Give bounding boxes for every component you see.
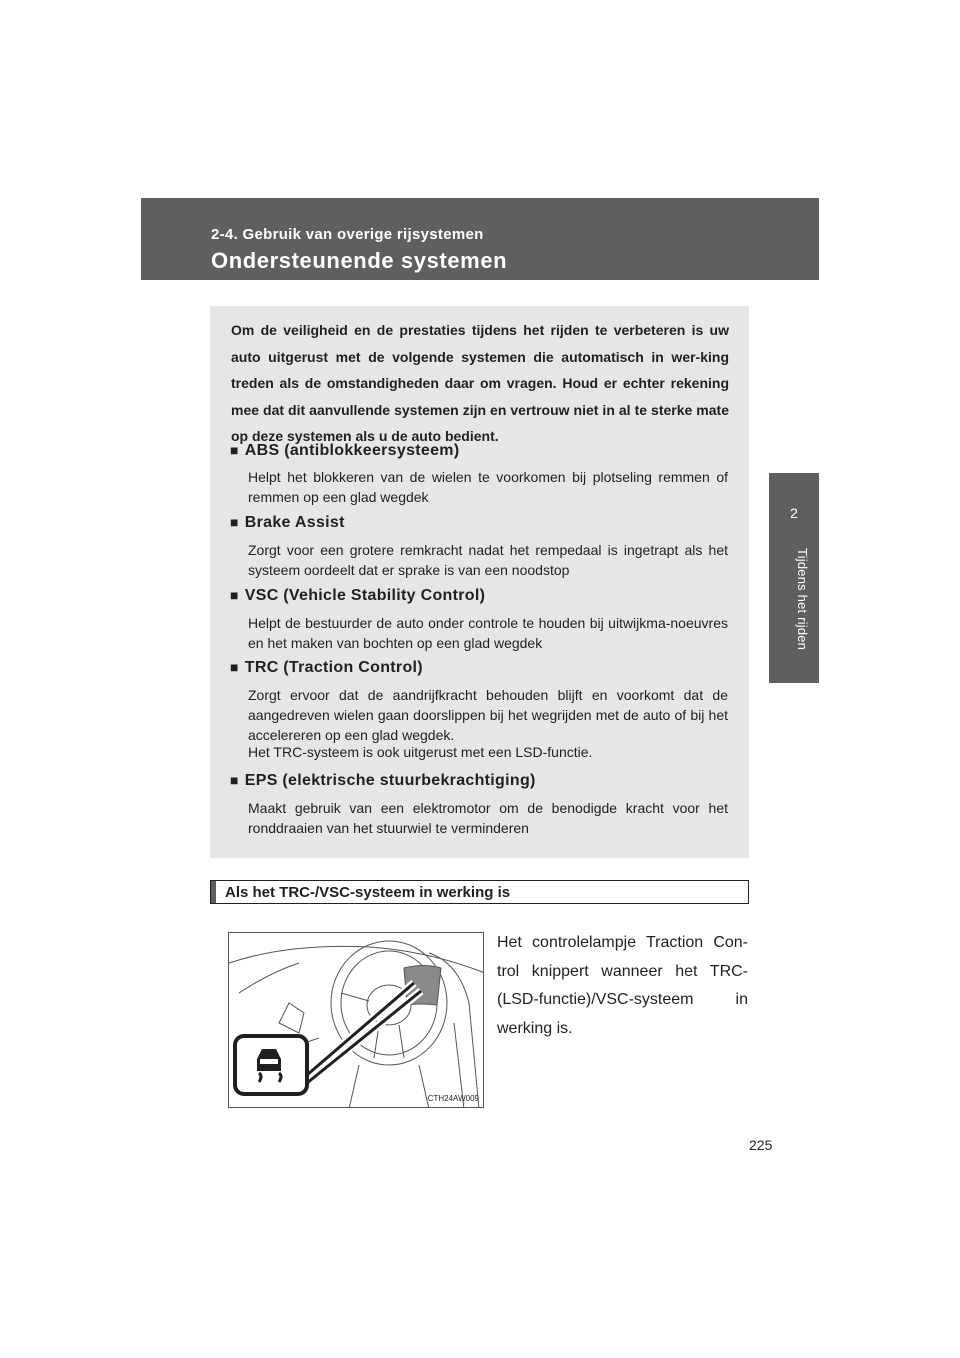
- feature-title-text: EPS (elektrische stuurbekrachtiging): [244, 772, 536, 789]
- figure-code: CTH24AW009: [427, 1094, 479, 1103]
- chapter-number: 2: [790, 505, 798, 521]
- feature-desc-abs: Helpt het blokkeren van de wielen te voorkomen bij plotseling remmen of remmen op een glad wegdek: [248, 469, 728, 505]
- dashboard-line-drawing: [229, 933, 484, 1108]
- chapter-label: Tijdens het rijden: [795, 548, 810, 651]
- subsection-body: Het controlelampje Traction Con-trol knippert wanneer het TRC-(LSD-functie)/VSC-systeem in werking is.: [497, 934, 748, 1037]
- feature-desc-trc: Zorgt ervoor dat de aandrijfkracht behouden blijft en voorkomt dat de aangedreven wielen gaan doorslippen bij het wegrijden met de auto of bij het accelereren op een glad wegdek.: [248, 687, 728, 743]
- feature-desc-vsc: Helpt de bestuurder de auto onder controle te houden bij uitwijkma-noeuvres en het maken van bochten op een glad wegdek: [248, 615, 728, 651]
- feature-desc-eps: Maakt gebruik van een elektromotor om de benodigde kracht voor het ronddraaien van het stuurwiel te verminderen: [248, 800, 728, 836]
- square-bullet-icon: ■: [230, 659, 239, 675]
- heading-accent: [211, 881, 216, 903]
- square-bullet-icon: ■: [230, 442, 239, 458]
- feature-title-abs: [230, 442, 459, 460]
- square-bullet-icon: ■: [230, 514, 239, 530]
- page-number: 225: [749, 1137, 773, 1153]
- feature-title-vsc: [230, 587, 485, 605]
- feature-title-text: ABS (antiblokkeersysteem): [244, 442, 460, 459]
- feature-title-brake-assist: [230, 514, 345, 532]
- intro-text: Om de veiligheid en de prestaties tijdens het rijden te verbeteren is uw auto uitgerust met de volgende systemen die automatisch in wer-king treden als de omstandigheden daar om vragen. Houd er echter rekening mee dat dit aanvullende systemen zijn en vertrouw niet in al te sterke mate op deze systemen als u de auto bedient.: [231, 322, 729, 444]
- feature-title-eps: [230, 772, 536, 790]
- feature-title-text: VSC (Vehicle Stability Control): [244, 587, 486, 604]
- square-bullet-icon: ■: [230, 587, 239, 603]
- feature-desc-trc-lsd: Het TRC-systeem is ook uitgerust met een LSD-functie.: [248, 744, 593, 760]
- square-bullet-icon: ■: [230, 772, 239, 788]
- feature-title-trc: [230, 659, 423, 677]
- dashboard-illustration: [228, 932, 484, 1108]
- section-label: 2-4. Gebruik van overige rijsystemen: [211, 226, 484, 243]
- feature-title-text: Brake Assist: [244, 514, 345, 531]
- feature-title-text: TRC (Traction Control): [244, 659, 423, 676]
- subsection-title: Als het TRC-/VSC-systeem in werking is: [225, 884, 511, 901]
- subsection-heading: [210, 880, 749, 904]
- feature-desc-brake-assist: Zorgt voor een grotere remkracht nadat het rempedaal is ingetrapt als het systeem oordeelt dat er sprake is van een noodstop: [248, 542, 728, 578]
- page-title: Ondersteunende systemen: [211, 248, 508, 273]
